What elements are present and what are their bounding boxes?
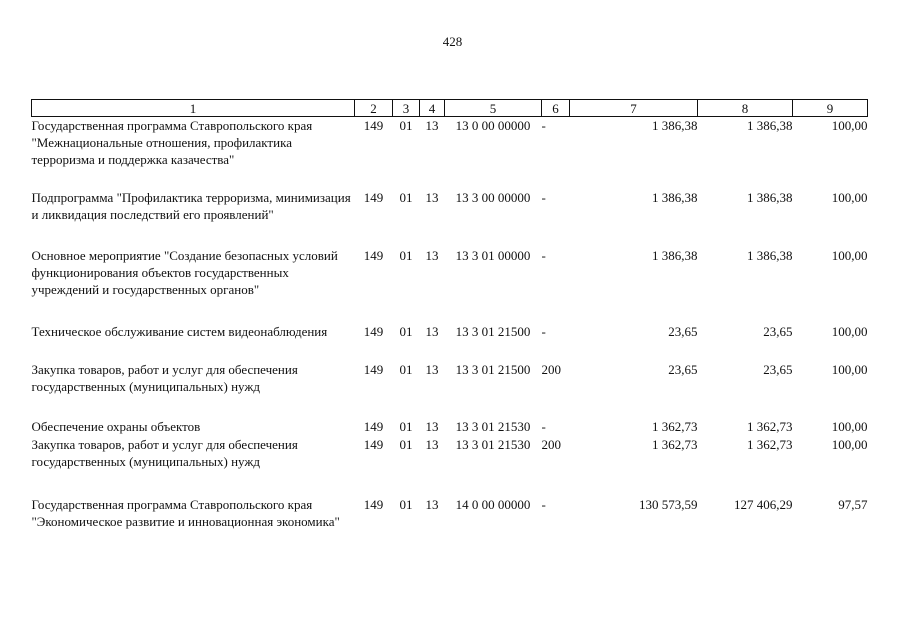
row-ministry: 149 [363, 247, 384, 263]
row-expense-type: - [541, 118, 546, 133]
row-target: 13 3 01 00000 [455, 247, 531, 263]
row-ministry: 149 [363, 436, 384, 452]
row-expense-type: - [541, 323, 546, 339]
row-section: 01 [399, 247, 413, 263]
row-target: 13 3 00 00000 [455, 189, 531, 205]
row-subsection: 13 [425, 189, 439, 205]
row-ministry: 149 [363, 418, 384, 434]
row-section: 01 [399, 189, 413, 205]
table-header [32, 100, 868, 117]
row-subsection: 13 [425, 418, 439, 434]
row-percent: 100,00 [831, 118, 868, 133]
header-col-6: 6 [542, 100, 570, 117]
row-subsection: 13 [425, 118, 439, 133]
row-name: Государственная программа Ставропольского края "Межнациональные отношения, профилактика терроризма и поддержка казачества" [31, 118, 313, 167]
table-body [32, 117, 868, 554]
row-executed: 1 386,38 [747, 247, 793, 263]
row-percent: 100,00 [831, 189, 868, 205]
row-subsection: 13 [425, 361, 439, 377]
row-planned: 1 386,38 [652, 118, 698, 133]
header-col-1: 1 [32, 100, 355, 117]
table-row [32, 418, 868, 436]
row-name: Обеспечение охраны объектов [31, 418, 201, 434]
header-col-8: 8 [698, 100, 793, 117]
table-row [32, 323, 868, 361]
row-ministry: 149 [363, 189, 384, 205]
row-expense-type: 200 [541, 361, 561, 377]
row-name: Государственная программа Ставропольского края "Экономическое развитие и инновационная экономика" [31, 496, 340, 529]
row-expense-type: - [541, 189, 546, 205]
row-expense-type: - [541, 418, 546, 434]
row-planned: 1 386,38 [652, 247, 698, 263]
row-target: 13 3 01 21500 [455, 361, 531, 377]
row-ministry: 149 [363, 118, 384, 133]
row-target: 13 3 01 21500 [455, 323, 531, 339]
row-percent: 97,57 [838, 496, 868, 512]
row-planned: 23,65 [668, 361, 698, 377]
row-subsection: 13 [425, 436, 439, 452]
header-col-9: 9 [793, 100, 868, 117]
row-executed: 1 362,73 [747, 436, 793, 452]
row-executed: 1 362,73 [747, 418, 793, 434]
row-section: 01 [399, 361, 413, 377]
row-section: 01 [399, 496, 413, 512]
row-section: 01 [399, 323, 413, 339]
row-percent: 100,00 [831, 436, 868, 452]
header-col-4: 4 [420, 100, 445, 117]
row-name: Закупка товаров, работ и услуг для обеспечения государственных (муниципальных) нужд [31, 361, 298, 394]
row-planned: 1 386,38 [652, 189, 698, 205]
header-col-7: 7 [570, 100, 698, 117]
table-row [32, 117, 868, 189]
row-target: 14 0 00 00000 [455, 496, 531, 512]
row-percent: 100,00 [831, 247, 868, 263]
row-section: 01 [399, 436, 413, 452]
budget-table [31, 99, 868, 554]
row-percent: 100,00 [831, 323, 868, 339]
row-name: Закупка товаров, работ и услуг для обеспечения государственных (муниципальных) нужд [31, 436, 298, 469]
row-ministry: 149 [363, 496, 384, 512]
row-ministry: 149 [363, 323, 384, 339]
table-row [32, 496, 868, 554]
row-name: Техническое обслуживание систем видеонаблюдения [31, 323, 328, 339]
row-subsection: 13 [425, 323, 439, 339]
row-section: 01 [399, 118, 413, 133]
header-col-5: 5 [445, 100, 542, 117]
row-expense-type: - [541, 496, 546, 512]
row-planned: 23,65 [668, 323, 698, 339]
row-subsection: 13 [425, 247, 439, 263]
row-ministry: 149 [363, 361, 384, 377]
row-planned: 1 362,73 [652, 418, 698, 434]
row-expense-type: 200 [541, 436, 561, 452]
row-subsection: 13 [425, 496, 439, 512]
row-executed: 23,65 [763, 361, 793, 377]
row-percent: 100,00 [831, 361, 868, 377]
table-row [32, 436, 868, 496]
row-target: 13 0 00 00000 [455, 118, 531, 133]
row-target: 13 3 01 21530 [455, 436, 531, 452]
row-name: Подпрограмма "Профилактика терроризма, минимизация и ликвидация последствий его проявлений" [31, 189, 351, 222]
header-col-3: 3 [393, 100, 420, 117]
row-executed: 1 386,38 [747, 189, 793, 205]
row-executed: 1 386,38 [747, 118, 793, 133]
table-row [32, 189, 868, 247]
row-percent: 100,00 [831, 418, 868, 434]
row-name: Основное мероприятие "Создание безопасных условий функционирования объектов государственных учреждений и государственных органов" [31, 247, 338, 297]
header-col-2: 2 [355, 100, 393, 117]
table-row [32, 361, 868, 418]
table-row [32, 247, 868, 323]
row-expense-type: - [541, 247, 546, 263]
row-executed: 127 406,29 [734, 496, 793, 512]
row-section: 01 [399, 418, 413, 434]
row-target: 13 3 01 21530 [455, 418, 531, 434]
row-executed: 23,65 [763, 323, 793, 339]
row-planned: 130 573,59 [639, 496, 698, 512]
page-number: 428 [442, 34, 463, 49]
row-planned: 1 362,73 [652, 436, 698, 452]
